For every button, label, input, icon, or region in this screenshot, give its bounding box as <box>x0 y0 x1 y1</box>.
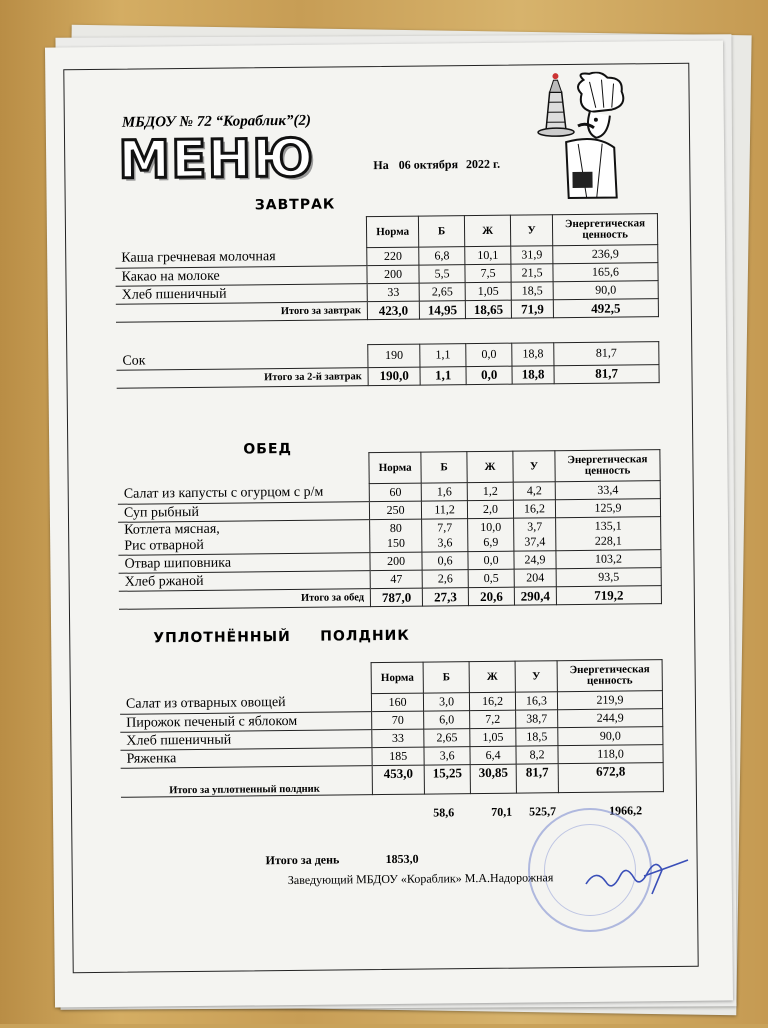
dish-name: Рис отварной <box>124 537 204 554</box>
cell-u: 31,9 <box>511 246 553 264</box>
cell-norma: 33 <box>367 283 419 302</box>
total-norma: 190,0 <box>368 367 420 386</box>
cell-zh: 7,2 <box>470 710 516 728</box>
total-b: 15,25 <box>424 765 470 794</box>
cell-b: 2,65 <box>424 729 470 747</box>
dish-name: Салат из капусты с огурцом с р/м <box>118 484 370 505</box>
cell-u: 21,5 <box>511 264 553 282</box>
snack-title: УПЛОТНЁННЫЙ ПОЛДНИК <box>153 627 410 647</box>
col-b: Б <box>421 452 467 483</box>
header-blank <box>115 217 367 251</box>
cell-value: 3,6 <box>437 535 453 550</box>
col-zh: Ж <box>467 451 513 482</box>
cell-energy: 93,5 <box>556 568 661 587</box>
cell-zh: 10,1 <box>465 246 511 264</box>
total-row <box>121 763 664 798</box>
cell-zh: 0,0 <box>468 551 514 569</box>
col-u: У <box>515 661 557 692</box>
col-energy: Энергетическая ценность <box>557 660 662 692</box>
chef-illustration-icon <box>515 71 636 202</box>
col-b: Б <box>423 662 469 693</box>
cell-norma: 200 <box>367 265 419 284</box>
col-b: Б <box>419 216 465 247</box>
day-total-u: 525,7 <box>529 804 557 819</box>
cell-energy: 236,9 <box>553 245 658 264</box>
col-u: У <box>513 451 555 482</box>
cell-u: 8,2 <box>516 746 558 764</box>
dish-name: Хлеб ржаной <box>119 571 371 592</box>
cell-energy: 118,0 <box>558 745 663 764</box>
breakfast-table <box>115 213 659 323</box>
cell-energy: 90,0 <box>558 727 663 746</box>
dish-name: Суп рыбный <box>118 502 370 523</box>
cell-norma: 190 <box>368 344 420 367</box>
total-energy: 492,5 <box>553 299 658 318</box>
cell-u: 18,5 <box>516 728 558 746</box>
day-total-value: 1853,0 <box>385 851 419 867</box>
cell-value: 228,1 <box>594 533 622 548</box>
cell-u: 4,2 <box>513 482 555 500</box>
cell-b: 0,6 <box>422 552 468 570</box>
total-u: 18,8 <box>512 365 554 383</box>
cell-norma: 220 <box>367 247 419 266</box>
cell-norma: 185 <box>372 747 424 766</box>
total-norma: 423,0 <box>367 301 419 320</box>
total-b: 14,95 <box>419 301 465 319</box>
total-u: 81,7 <box>516 764 558 793</box>
cell-norma: 33 <box>372 729 424 748</box>
cell-norma: 160 <box>372 693 424 712</box>
total-label: Итого за 2-й завтрак <box>116 367 368 388</box>
dish-name: Хлеб пшеничный <box>116 284 368 305</box>
dish-name-double <box>118 520 370 556</box>
cell-value: 6,9 <box>483 534 499 549</box>
date-year: 2022 г. <box>465 156 501 172</box>
total-u: 290,4 <box>514 587 556 605</box>
cell-zh: 0,0 <box>466 343 512 366</box>
cell-energy: 125,9 <box>555 499 660 518</box>
lunch-title: ОБЕД <box>243 440 293 458</box>
cell-b: 2,6 <box>422 570 468 588</box>
total-energy: 672,8 <box>558 763 663 793</box>
total-zh: 30,85 <box>470 764 516 793</box>
cell-zh: 16,2 <box>469 692 515 710</box>
dish-name: Хлеб пшеничный <box>120 730 372 751</box>
dish-name: Сок <box>116 345 368 370</box>
cell-u: 204 <box>514 569 556 587</box>
cell-zh <box>468 518 514 551</box>
lunch-table <box>117 449 662 610</box>
breakfast-title: ЗАВТРАК <box>254 196 336 214</box>
cell-norma: 250 <box>370 501 422 520</box>
col-energy: Энергетическая ценность <box>555 450 660 482</box>
total-energy: 719,2 <box>556 586 661 605</box>
cell-b: 3,0 <box>424 693 470 711</box>
header-blank <box>117 453 369 487</box>
day-total-zh: 70,1 <box>491 804 513 819</box>
total-norma: 787,0 <box>370 588 422 607</box>
total-b: 27,3 <box>422 588 468 606</box>
cell-b: 3,6 <box>424 747 470 765</box>
dish-name: Каша гречневая молочная <box>115 248 367 269</box>
cell-u <box>514 518 556 551</box>
date-day: 06 октября <box>398 157 459 172</box>
handwritten-signature-icon <box>582 848 692 898</box>
dish-name: Салат из отварных овощей <box>120 694 372 715</box>
cell-zh: 1,2 <box>467 482 513 500</box>
total-b: 1,1 <box>420 366 466 384</box>
cell-value: 7,7 <box>437 520 453 535</box>
organization-name: МБДОУ № 72 “Кораблик”(2) <box>121 112 312 131</box>
cell-zh: 0,5 <box>468 569 514 587</box>
total-label: Итого за обед <box>119 589 371 610</box>
cell-u: 16,3 <box>515 692 557 710</box>
menu-logo: МЕНЮ <box>117 128 315 191</box>
day-total-b: 58,6 <box>433 805 455 820</box>
cell-u: 16,2 <box>513 500 555 518</box>
cell-b: 6,0 <box>424 711 470 729</box>
cell-energy: 165,6 <box>553 263 658 282</box>
total-label: Итого за завтрак <box>116 302 368 323</box>
col-zh: Ж <box>464 215 510 246</box>
cell-b: 1,6 <box>421 483 467 501</box>
cell-b: 1,1 <box>420 344 466 367</box>
day-total-label: Итого за день <box>265 852 340 868</box>
cell-norma: 200 <box>370 552 422 571</box>
cell-value: 37,4 <box>524 534 546 549</box>
cell-value: 150 <box>386 535 406 550</box>
cell-energy: 244,9 <box>558 709 663 728</box>
cell-zh: 2,0 <box>467 500 513 518</box>
total-energy: 81,7 <box>554 364 659 383</box>
cell-u: 38,7 <box>516 710 558 728</box>
cell-energy: 103,2 <box>556 550 661 569</box>
cell-value: 3,7 <box>527 519 543 534</box>
cell-b: 11,2 <box>421 501 467 519</box>
cell-u: 18,8 <box>512 343 554 366</box>
cell-energy: 219,9 <box>557 691 662 710</box>
header-blank <box>120 663 372 697</box>
col-norma: Норма <box>369 452 421 484</box>
cell-value: 10,0 <box>480 519 502 534</box>
cell-zh: 6,4 <box>470 746 516 764</box>
day-total-energy: 1966,2 <box>609 803 643 818</box>
col-zh: Ж <box>469 661 515 692</box>
cell-norma <box>370 519 422 553</box>
cell-zh: 1,05 <box>465 282 511 300</box>
total-label: Итого за уплотненный полдник <box>121 766 373 798</box>
total-u: 71,9 <box>511 300 553 318</box>
cell-b: 2,65 <box>419 283 465 301</box>
breakfast2-table <box>116 341 659 388</box>
cell-energy: 81,7 <box>554 342 659 366</box>
total-zh: 18,65 <box>465 300 511 318</box>
cell-energy: 33,4 <box>555 481 660 500</box>
cell-b <box>422 519 468 552</box>
cell-u: 24,9 <box>514 551 556 569</box>
cell-u: 18,5 <box>511 282 553 300</box>
cell-value: 80 <box>389 520 402 535</box>
dish-name: Отвар шиповника <box>118 553 370 574</box>
cell-zh: 1,05 <box>470 728 516 746</box>
col-norma: Норма <box>367 216 419 248</box>
cell-norma: 60 <box>369 483 421 502</box>
cell-norma: 70 <box>372 711 424 730</box>
dish-name: Котлета мясная, <box>124 521 220 538</box>
col-u: У <box>510 215 552 246</box>
dish-name: Ряженка <box>120 748 372 769</box>
menu-date <box>373 157 500 173</box>
cell-zh: 7,5 <box>465 264 511 282</box>
dish-name: Пирожок печеный с яблоком <box>120 712 372 733</box>
cell-b: 6,8 <box>419 247 465 265</box>
total-zh: 0,0 <box>466 366 512 384</box>
cell-energy <box>556 517 661 551</box>
snack-table <box>120 659 664 798</box>
dish-name: Какао на молоке <box>115 266 367 287</box>
signature-line: Заведующий МБДОУ «Кораблик» М.А.Надорожная <box>287 870 554 888</box>
cell-norma: 47 <box>370 570 422 589</box>
cell-value: 135,1 <box>594 518 622 533</box>
cell-b: 5,5 <box>419 265 465 283</box>
col-energy: Энергетическая ценность <box>552 214 657 246</box>
cell-energy: 90,0 <box>553 281 658 300</box>
date-prefix: На <box>373 157 389 173</box>
total-norma: 453,0 <box>372 765 424 795</box>
total-zh: 20,6 <box>468 587 514 605</box>
col-norma: Норма <box>371 662 423 694</box>
